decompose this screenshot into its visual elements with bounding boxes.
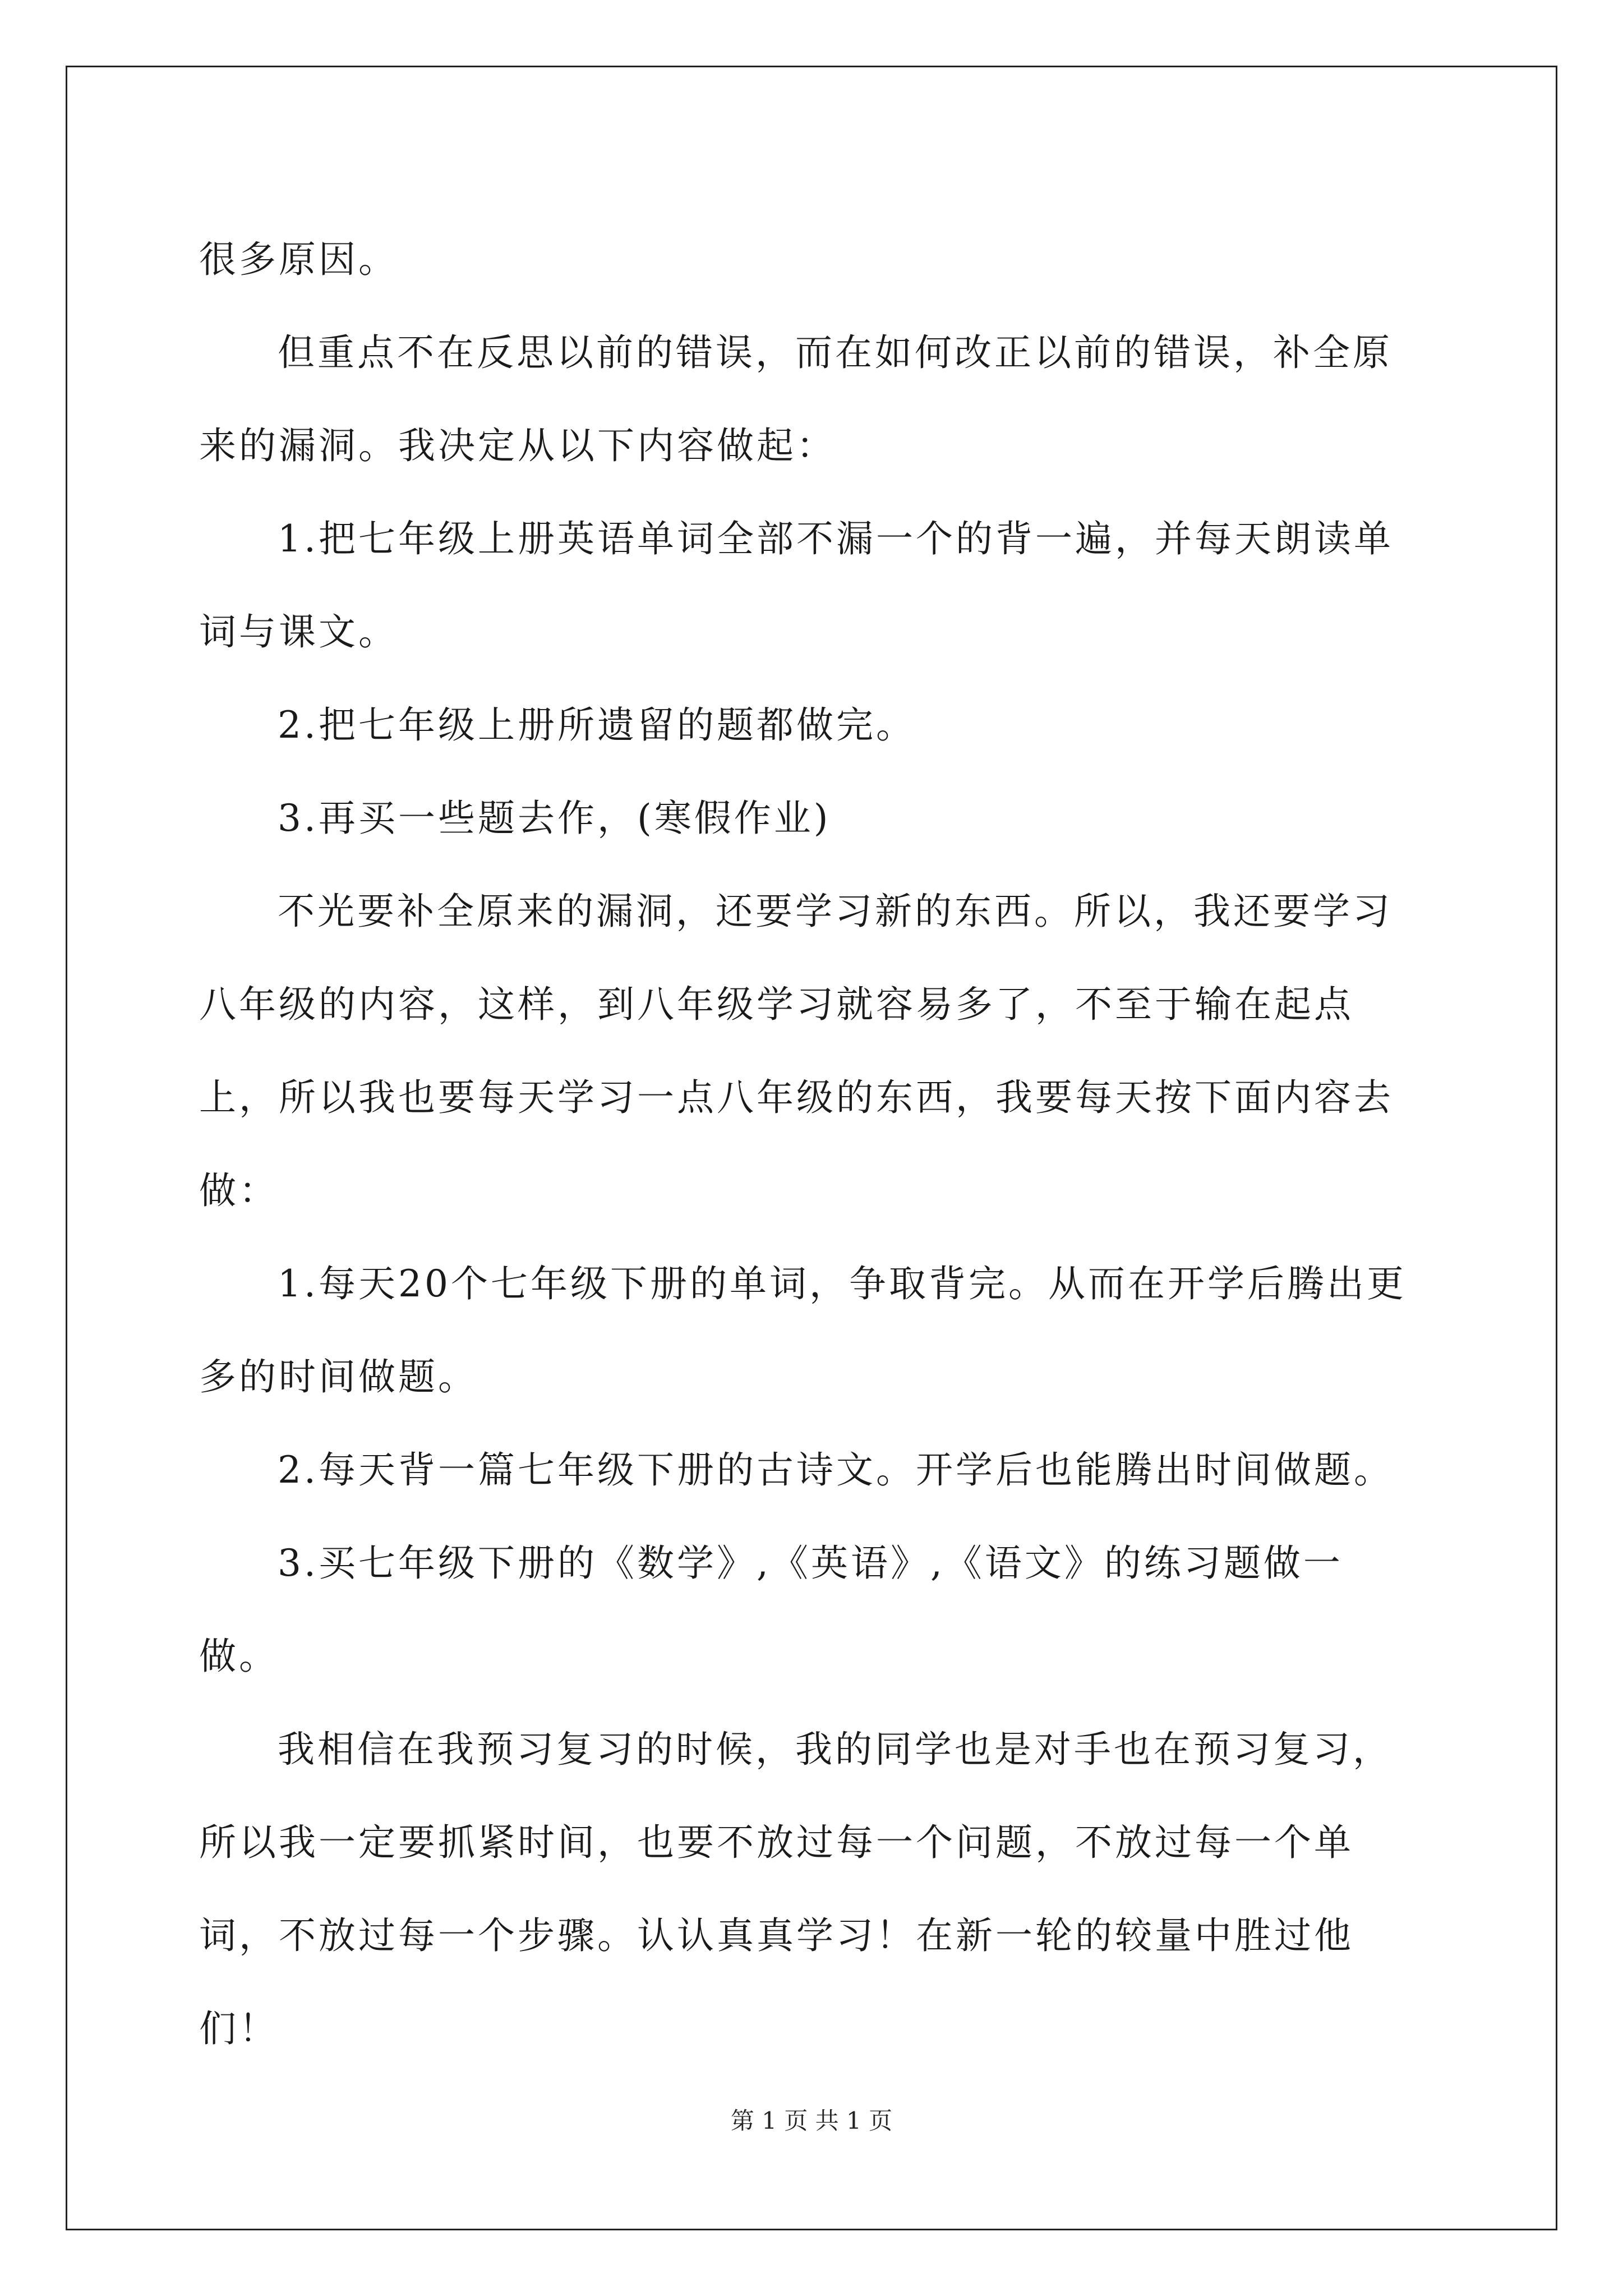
list-item: 2.每天背一篇七年级下册的古诗文。开学后也能腾出时间做题。	[278, 1448, 1394, 1492]
document-body	[199, 213, 1422, 2076]
paragraph: 我相信在我预习复习的时候，我的同学也是对手也在预习复习，所以我一定要抓紧时间，也要不放过每一个问题，不放过每一个单词，不放过每一个步骤。认认真真学习！在新一轮的较量中胜过他们！	[199, 1728, 1393, 2050]
page-number-footer: 第 1 页 共 1 页	[730, 2107, 893, 2134]
paragraph: 很多原因。	[199, 238, 398, 281]
list-item: 2.把七年级上册所遗留的题都做完。	[278, 703, 916, 747]
paragraph: 但重点不在反思以前的错误，而在如何改正以前的错误，补全原来的漏洞。我决定从以下内容做起：	[199, 331, 1393, 467]
list-item: 1.把七年级上册英语单词全部不漏一个的背一遍，并每天朗读单词与课文。	[199, 517, 1394, 654]
list-item: 3.再买一些题去作，(寒假作业)	[278, 797, 831, 840]
paragraph: 不光要补全原来的漏洞，还要学习新的东西。所以，我还要学习八年级的内容，这样，到八年级学习就容易多了，不至于输在起点上，所以我也要每天学习一点八年级的东西，我要每天按下面内容去做：	[199, 890, 1394, 1212]
list-item: 1.每天20个七年级下册的单词，争取背完。从而在开学后腾出更多的时间做题。	[199, 1262, 1407, 1398]
list-item: 3.买七年级下册的《数学》,《英语》,《语文》的练习题做一做。	[199, 1542, 1343, 1678]
